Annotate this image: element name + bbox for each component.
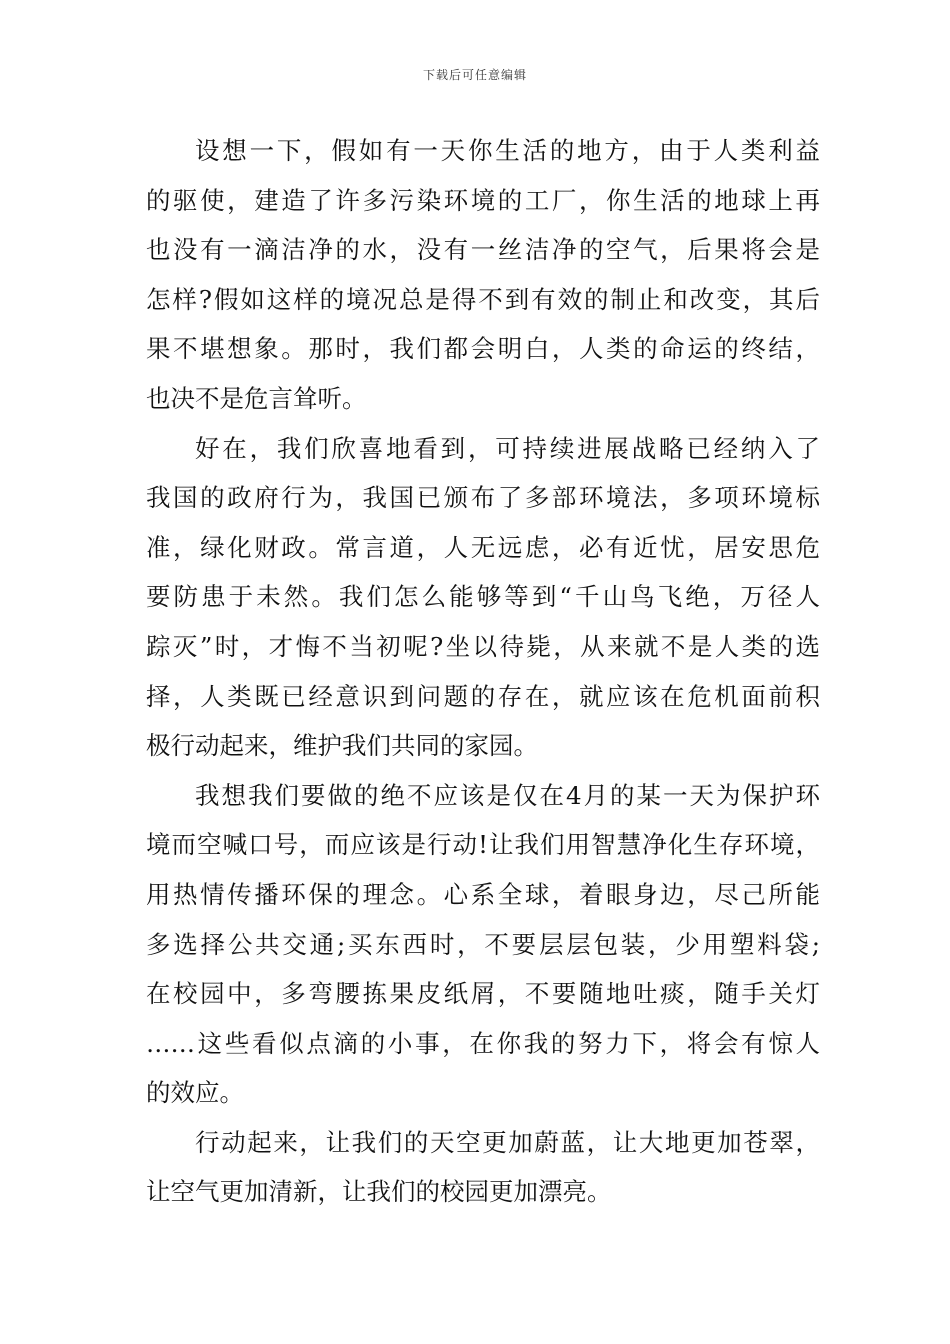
text-line: 的驱使，建造了许多污染环境的工厂，你生活的地球上再: [146, 185, 820, 215]
text-line: 多选择公共交通;买东西时，不要层层包装，少用塑料袋;: [146, 929, 820, 959]
paragraph-1: [146, 126, 820, 424]
text-line: 让空气更加清新，让我们的校园更加漂亮。: [146, 1177, 612, 1207]
text-line: 我想我们要做的绝不应该是仅在4月的某一天为保护环: [195, 780, 820, 810]
text-line: 准，绿化财政。常言道，人无远虑，必有近忧，居安思危: [146, 532, 820, 562]
text-line: 择，人类既已经意识到问题的存在，就应该在危机面前积: [146, 681, 820, 711]
text-line: 踪灭”时，才悔不当初呢?坐以待毙，从来就不是人类的选: [146, 631, 820, 661]
text-line: 怎样?假如这样的境况总是得不到有效的制止和改变，其后: [146, 284, 820, 314]
text-line: 在校园中，多弯腰拣果皮纸屑，不要随地吐痰，随手关灯: [146, 979, 820, 1009]
text-line: 用热情传播环保的理念。心系全球，着眼身边，尽己所能: [146, 879, 820, 909]
text-line: ……这些看似点滴的小事，在你我的努力下，将会有惊人: [146, 1028, 820, 1058]
header-note: 下载后可任意编辑: [422, 68, 527, 82]
paragraph-4: [146, 1118, 820, 1217]
text-line: 极行动起来，维护我们共同的家园。: [146, 731, 538, 761]
paragraph-3: [146, 771, 820, 1118]
text-line: 果不堪想象。那时，我们都会明白，人类的命运的终结，: [146, 334, 820, 364]
text-line: 境而空喊口号，而应该是行动!让我们用智慧净化生存环境，: [146, 830, 820, 860]
text-line: 也没有一滴洁净的水，没有一丝洁净的空气，后果将会是: [146, 235, 820, 265]
text-line: 设想一下，假如有一天你生活的地方，由于人类利益: [195, 136, 820, 165]
text-line: 好在，我们欣喜地看到，可持续进展战略已经纳入了: [195, 433, 820, 463]
text-line: 也决不是危言耸听。: [146, 383, 367, 413]
text-line: 我国的政府行为，我国已颁布了多部环境法，多项环境标: [146, 483, 820, 513]
paragraph-2: [146, 424, 820, 771]
document-body: [146, 126, 820, 1217]
text-line: 要防患于未然。我们怎么能够等到“千山鸟飞绝，万径人: [146, 582, 820, 612]
text-line: 的效应。: [146, 1078, 244, 1108]
text-line: 行动起来，让我们的天空更加蔚蓝，让大地更加苍翠，: [195, 1127, 820, 1157]
